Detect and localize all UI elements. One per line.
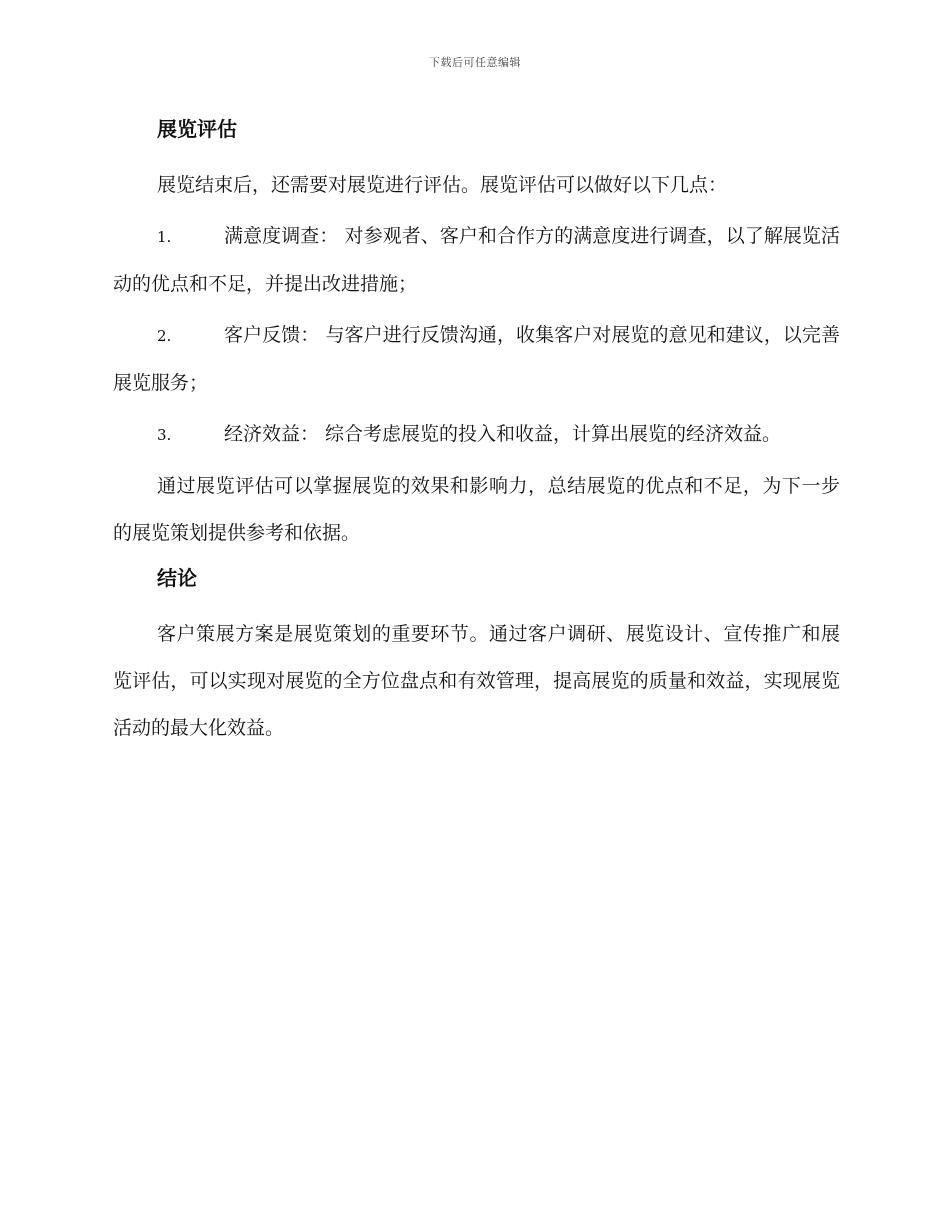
list-item (113, 411, 840, 459)
conclusion-paragraph: 客户策展方案是展览策划的重要环节。通过客户调研、展览设计、宣传推广和展览评估，可以实现对展览的全方位盘点和有效管理，提高展览的质量和效益，实现展览活动的最大化效益。 (113, 623, 840, 739)
list-item-text: 满意度调查： 对参观者、客户和合作方的满意度进行调查，以了解展览活动的优点和不足，并提出改进措施； (113, 225, 840, 295)
list-item-number: 1. (157, 228, 172, 246)
list-item-text: 客户反馈： 与客户进行反馈沟通，收集客户对展览的意见和建议，以完善展览服务； (113, 324, 840, 394)
section-intro-paragraph: 展览结束后，还需要对展览进行评估。展览评估可以做好以下几点： (157, 174, 728, 196)
page-header: 下载后可任意编辑 (429, 56, 521, 69)
section-summary-paragraph: 通过展览评估可以掌握展览的效果和影响力，总结展览的优点和不足，为下一步的展览策划提供参考和依据。 (113, 475, 840, 544)
list-item (113, 312, 840, 407)
list-item-text: 经济效益： 综合考虑展览的投入和收益，计算出展览的经济效益。 (224, 423, 782, 445)
section-heading-conclusion: 结论 (157, 566, 197, 590)
list-item-number: 2. (157, 327, 172, 345)
document-body (113, 112, 840, 756)
list-item (113, 213, 840, 308)
list-item-number: 3. (157, 426, 172, 444)
section-heading-evaluation: 展览评估 (157, 117, 237, 141)
